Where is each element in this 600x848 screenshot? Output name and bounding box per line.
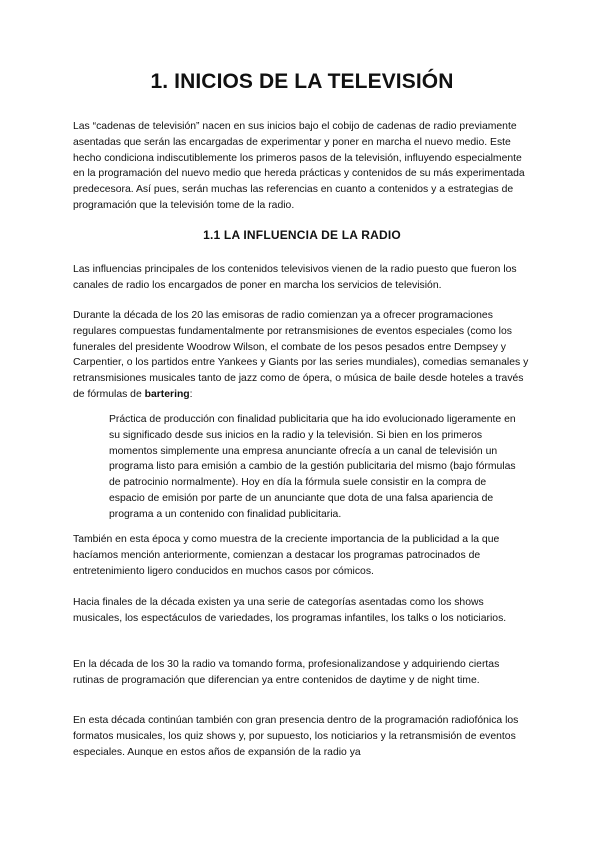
bartering-term: bartering bbox=[144, 388, 190, 400]
twenties-text: Durante la década de los 20 las emisoras de radio comienzan ya a ofrecer programaciones regulares compuestas fundamentalmente por retransmisiones de eventos especiales (como los funerales del presidente Woodrow Wilson, el combate de los pesos pesados entre Dempsey y Carpentier, o los partidos entre Yankees y Giants por las series mundiales), comedias semanales y retransmisiones musicales tanto de jazz como de ópera, o música de baile desde hoteles a través de fórmulas de bbox=[73, 310, 529, 400]
thirties-paragraph: En la década de los 30 la radio va tomando forma, profesionalizandose y adquiriendo ciertas rutinas de programación que diferencian ya entre contenidos de daytime y de night time. bbox=[73, 659, 500, 686]
sponsored-paragraph: También en esta época y como muestra de la creciente importancia de la publicidad a la que hacíamos mención anteriormente, comienzan a destacar los programas patrocinados de entretenimiento ligero conducidos en muchos casos por cómicos. bbox=[73, 534, 500, 577]
influences-paragraph: Las influencias principales de los contenidos televisivos vienen de la radio puesto que fueron los canales de radio los encargados de poner en marcha los servicios de televisión. bbox=[73, 264, 517, 291]
section-title: 1.1 LA INFLUENCIA DE LA RADIO bbox=[203, 228, 401, 242]
intro-paragraph: Las “cadenas de televisión” nacen en sus inicios bajo el cobijo de cadenas de radio previamente asentadas que serán las encargadas de experimentar y poner en marcha el nuevo medio. Este hecho condiciona indiscutiblemente los primeros pasos de la televisión, influyendo especialmente en la programación del nuevo medio que hereda prácticas y contenidos de su más experimentada predecesora. Así pues, serán muchas las referencias en cuanto a contenidos y a estrategias de programación que la televisión tome de la radio. bbox=[73, 121, 525, 211]
continuation-paragraph: En esta década continúan también con gran presencia dentro de la programación radiofónica los formatos musicales, los quiz shows y, por supuesto, los noticiarios y la retransmisión de eventos especiales. Aunque en estos años de expansión de la radio ya bbox=[73, 715, 519, 758]
twenties-paragraph bbox=[73, 308, 531, 403]
page-title: 1. INICIOS DE LA TELEVISIÓN bbox=[150, 70, 454, 93]
bartering-definition-quote: Práctica de producción con finalidad publicitaria que ha ido evolucionado ligeramente en su significado desde sus inicios en la radio y la televisión. Si bien en los primeros momentos simplemente una empresa anunciante ofrecía a un canal de televisión un programa listo para emisión a cambio de la gestión publicitaria del mismo (bajo fórmulas de patrocinio normalmente). Hoy en día la fórmula suele consistir en la compra de espacio de emisión por parte de un anunciante que dota de una falsa apariencia de programa a un contenido con finalidad publicitaria. bbox=[109, 414, 516, 520]
categories-paragraph: Hacia finales de la década existen ya una serie de categorías asentadas como los shows musicales, los espectáculos de variedades, los programas infantiles, los talks o los noticiarios. bbox=[73, 597, 507, 624]
twenties-colon: : bbox=[189, 388, 193, 400]
